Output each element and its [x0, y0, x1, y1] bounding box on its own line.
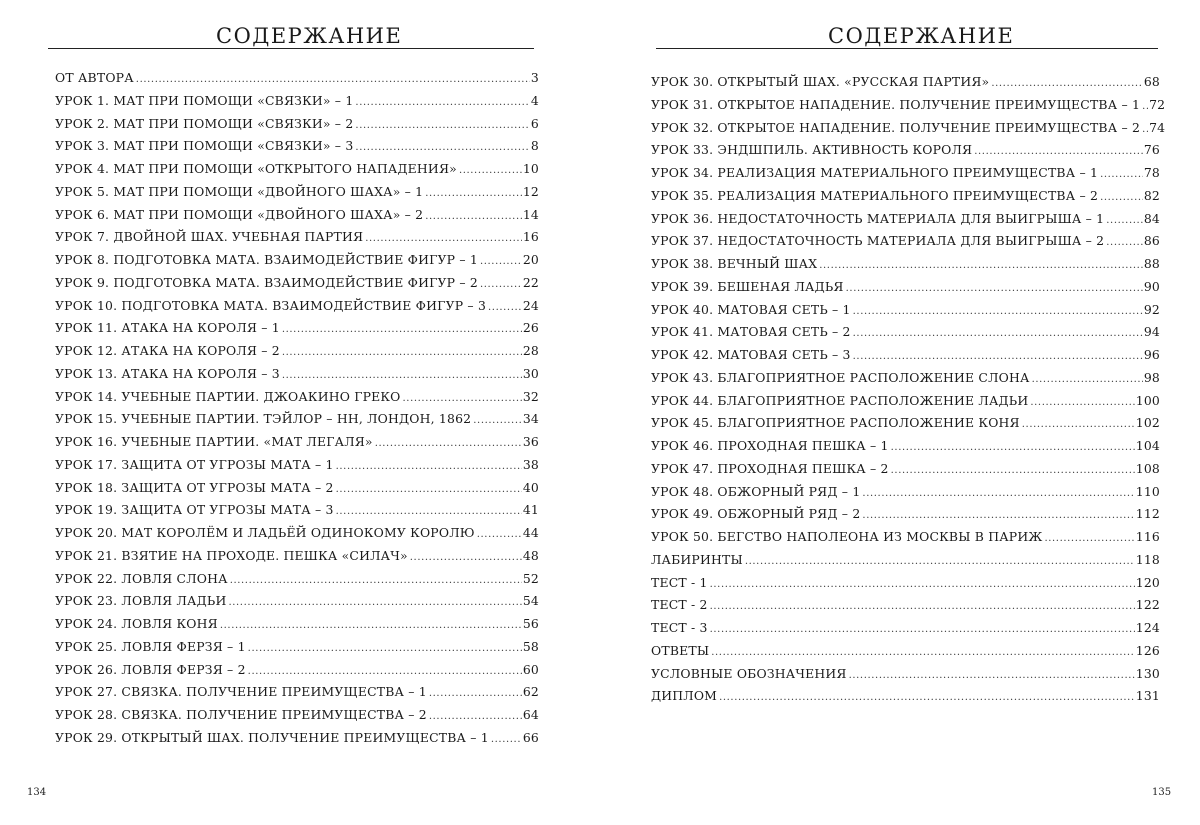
- dot-leader: [355, 142, 529, 153]
- toc-entry: [651, 484, 1160, 507]
- toc-entry-title: ОТ АВТОРА: [55, 70, 134, 85]
- toc-entry-title: УРОК 6. МАТ ПРИ ПОМОЩИ «ДВОЙНОГО ШАХА» – 2: [55, 206, 424, 222]
- toc-entry: [55, 320, 539, 343]
- dot-leader: [336, 461, 522, 472]
- toc-entry: [55, 343, 539, 366]
- toc-entry: [55, 116, 539, 139]
- page-title: СОДЕРЖАНИЕ: [828, 24, 1015, 48]
- toc-entry: [55, 70, 539, 93]
- toc-entry-title: УРОК 14. УЧЕБНЫЕ ПАРТИИ. ДЖОАКИНО ГРЕКО: [55, 388, 401, 404]
- dot-leader: [429, 711, 522, 722]
- toc-entry-page: 118: [1135, 551, 1160, 567]
- toc-entry-title: УРОК 45. БЛАГОПРИЯТНОЕ РАСПОЛОЖЕНИЕ КОНЯ: [651, 415, 1020, 431]
- toc-entry-page: 60: [522, 661, 539, 677]
- dot-leader: [1100, 192, 1143, 203]
- toc-entry: [651, 643, 1160, 666]
- toc-entry-title: УРОК 49. ОБЖОРНЫЙ РЯД – 2: [651, 506, 861, 522]
- toc-entry-title: УРОК 1. МАТ ПРИ ПОМОЩИ «СВЯЗКИ» – 1: [55, 92, 354, 108]
- toc-entry-title: УРОК 28. СВЯЗКА. ПОЛУЧЕНИЕ ПРЕИМУЩЕСТВА – 2: [55, 707, 427, 722]
- dot-leader: [480, 256, 522, 267]
- toc-entry-title: УРОК 12. АТАКА НА КОРОЛЯ – 2: [55, 343, 280, 358]
- toc-entry: [55, 366, 539, 389]
- dot-leader: [719, 692, 1135, 703]
- toc-entry-page: 108: [1135, 460, 1160, 476]
- toc-entry-title: УРОК 23. ЛОВЛЯ ЛАДЬИ: [55, 593, 227, 609]
- toc-entry-page: 130: [1135, 665, 1160, 681]
- dot-leader: [1030, 397, 1134, 408]
- dot-leader: [991, 78, 1143, 89]
- toc-entry-title: ТЕСТ - 1: [651, 574, 708, 590]
- toc-entry-page: 68: [1143, 74, 1160, 89]
- dot-leader: [1106, 215, 1143, 226]
- dot-leader: [711, 647, 1135, 658]
- toc-entry: [651, 347, 1160, 370]
- toc-entry-page: 12: [522, 183, 539, 199]
- toc-entry-page: 74: [1149, 119, 1166, 135]
- toc-entry-title: ОТВЕТЫ: [651, 642, 710, 658]
- title-divider: [48, 48, 534, 49]
- dot-leader: [1106, 237, 1143, 248]
- dot-leader: [710, 579, 1135, 590]
- dot-leader: [853, 351, 1143, 362]
- toc-entry: [651, 96, 1166, 120]
- toc-entry: [55, 161, 539, 184]
- toc-entry-title: УРОК 36. НЕДОСТАТОЧНОСТЬ МАТЕРИАЛА ДЛЯ ВЫИГРЫША – 1: [651, 210, 1105, 226]
- toc-entry: [651, 165, 1160, 188]
- toc-entry: [55, 138, 539, 161]
- toc-entry-title: УРОК 4. МАТ ПРИ ПОМОЩИ «ОТКРЫТОГО НАПАДЕНИЯ»: [55, 161, 457, 176]
- dot-leader: [477, 529, 522, 540]
- dot-leader: [336, 484, 522, 495]
- toc-entry-title: УРОК 22. ЛОВЛЯ СЛОНА: [55, 570, 228, 586]
- dot-leader: [1032, 374, 1143, 385]
- toc-entry: [651, 302, 1160, 325]
- toc-entry-page: 110: [1135, 483, 1160, 499]
- toc-entry-title: УРОК 41. МАТОВАЯ СЕТЬ – 2: [651, 324, 851, 340]
- toc-entry-title: УРОК 9. ПОДГОТОВКА МАТА. ВЗАИМОДЕЙСТВИЕ ФИГУР – 2: [55, 274, 478, 290]
- toc-entry-page: 30: [522, 365, 539, 381]
- dot-leader: [491, 734, 522, 745]
- toc-entry: [651, 575, 1160, 598]
- toc-entry: [651, 233, 1160, 256]
- toc-entry-title: ЛАБИРИНТЫ: [651, 551, 743, 567]
- toc-entry: [651, 415, 1160, 438]
- toc-entry: [651, 74, 1160, 97]
- toc-entry-page: 86: [1143, 233, 1160, 249]
- toc-entry-page: 66: [522, 729, 539, 745]
- toc-entry-title: УРОК 15. УЧЕБНЫЕ ПАРТИИ. ТЭЙЛОР – НН, ЛОНДОН, 1862: [55, 411, 472, 427]
- toc-entry-title: УРОК 37. НЕДОСТАТОЧНОСТЬ МАТЕРИАЛА ДЛЯ ВЫИГРЫША – 2: [651, 233, 1105, 249]
- dot-leader: [891, 465, 1135, 476]
- toc-entry-page: 10: [522, 161, 539, 176]
- toc-entry-title: УРОК 3. МАТ ПРИ ПОМОЩИ «СВЯЗКИ» – 3: [55, 138, 354, 154]
- toc-entry-title: УРОК 39. БЕШЕНАЯ ЛАДЬЯ: [651, 278, 844, 294]
- toc-entry: [55, 389, 539, 412]
- toc-entry: [55, 480, 539, 503]
- toc-entry-page: 32: [522, 388, 539, 404]
- toc-entry-page: 4: [530, 92, 539, 108]
- dot-leader: [282, 347, 522, 358]
- toc-entry: [55, 457, 539, 480]
- toc-entry: [55, 184, 539, 207]
- toc-entry-page: 64: [522, 707, 539, 722]
- dot-leader: [846, 283, 1143, 294]
- toc-entry-title: ДИПЛОМ: [651, 688, 718, 704]
- toc-entry-page: 58: [522, 638, 539, 654]
- toc-entry: [55, 502, 539, 525]
- toc-entry-title: УРОК 20. МАТ КОРОЛЁМ И ЛАДЬЁЙ ОДИНОКОМУ КОРОЛЮ: [55, 525, 475, 540]
- dot-leader: [891, 442, 1135, 453]
- toc-entry: [55, 93, 539, 116]
- table-of-contents: [651, 74, 1166, 711]
- toc-entry-title: УРОК 40. МАТОВАЯ СЕТЬ – 1: [651, 301, 851, 317]
- toc-entry-title: УСЛОВНЫЕ ОБОЗНАЧЕНИЯ: [651, 665, 847, 681]
- toc-entry-title: ТЕСТ - 2: [651, 597, 708, 613]
- toc-entry: [651, 688, 1160, 711]
- dot-leader: [1044, 533, 1134, 544]
- dot-leader: [853, 306, 1143, 317]
- toc-entry-title: УРОК 21. ВЗЯТИЕ НА ПРОХОДЕ. ПЕШКА «СИЛАЧ»: [55, 547, 408, 563]
- toc-entry-page: 54: [522, 593, 539, 609]
- dot-leader: [862, 488, 1134, 499]
- table-of-contents: [55, 70, 539, 753]
- toc-entry-title: УРОК 50. БЕГСТВО НАПОЛЕОНА ИЗ МОСКВЫ В ПАРИЖ: [651, 529, 1043, 544]
- toc-entry-title: УРОК 31. ОТКРЫТОЕ НАПАДЕНИЕ. ПОЛУЧЕНИЕ ПРЕИМУЩЕСТВА – 1: [651, 96, 1141, 112]
- toc-entry: [651, 620, 1160, 643]
- toc-entry-page: 28: [522, 343, 539, 358]
- dot-leader: [488, 302, 522, 313]
- page-number: 134: [27, 787, 47, 798]
- title-divider: [656, 48, 1158, 49]
- toc-entry: [651, 279, 1160, 302]
- toc-entry: [651, 256, 1160, 279]
- dot-leader: [248, 643, 522, 654]
- toc-entry-page: 26: [522, 320, 539, 336]
- dot-leader: [410, 552, 522, 563]
- toc-entry-title: УРОК 35. РЕАЛИЗАЦИЯ МАТЕРИАЛЬНОГО ПРЕИМУЩЕСТВА – 2: [651, 187, 1099, 203]
- toc-entry: [55, 411, 539, 434]
- toc-entry: [55, 616, 539, 639]
- dot-leader: [248, 666, 522, 677]
- toc-entry-title: УРОК 19. ЗАЩИТА ОТ УГРОЗЫ МАТА – 3: [55, 502, 334, 518]
- toc-entry-page: 104: [1135, 438, 1160, 453]
- toc-entry-page: 116: [1135, 529, 1160, 544]
- toc-entry-page: 6: [530, 115, 539, 131]
- toc-entry-title: УРОК 24. ЛОВЛЯ КОНЯ: [55, 616, 218, 631]
- toc-entry-page: 90: [1143, 278, 1160, 294]
- dot-leader: [710, 624, 1135, 635]
- toc-entry: [55, 525, 539, 548]
- toc-entry-title: УРОК 33. ЭНДШПИЛЬ. АКТИВНОСТЬ КОРОЛЯ: [651, 142, 973, 158]
- toc-entry-title: УРОК 5. МАТ ПРИ ПОМОЩИ «ДВОЙНОГО ШАХА» – 1: [55, 183, 424, 199]
- toc-entry-page: 36: [522, 434, 539, 449]
- dot-leader: [745, 556, 1135, 567]
- dot-leader: [862, 510, 1134, 521]
- toc-entry-title: УРОК 16. УЧЕБНЫЕ ПАРТИИ. «МАТ ЛЕГАЛЯ»: [55, 434, 373, 449]
- toc-entry-page: 3: [530, 70, 539, 85]
- dot-leader: [1022, 419, 1135, 430]
- toc-entry: [651, 597, 1160, 620]
- toc-entry: [651, 529, 1160, 552]
- toc-entry-page: 62: [522, 684, 539, 700]
- toc-entry-page: 131: [1135, 688, 1160, 704]
- toc-entry: [55, 229, 539, 252]
- page-title: СОДЕРЖАНИЕ: [216, 24, 403, 48]
- toc-entry-title: УРОК 10. ПОДГОТОВКА МАТА. ВЗАИМОДЕЙСТВИЕ ФИГУР – 3: [55, 297, 487, 313]
- toc-entry-page: 22: [522, 274, 539, 290]
- toc-entry-title: УРОК 11. АТАКА НА КОРОЛЯ – 1: [55, 320, 280, 336]
- toc-entry-page: 124: [1135, 620, 1160, 635]
- dot-leader: [480, 279, 522, 290]
- toc-entry-page: 44: [522, 525, 539, 540]
- toc-entry-page: 38: [522, 456, 539, 472]
- toc-entry: [55, 730, 539, 753]
- toc-entry-title: УРОК 32. ОТКРЫТОЕ НАПАДЕНИЕ. ПОЛУЧЕНИЕ ПРЕИМУЩЕСТВА – 2: [651, 119, 1141, 135]
- dot-leader: [459, 165, 522, 176]
- toc-entry-page: 52: [522, 570, 539, 586]
- toc-entry-page: 126: [1135, 642, 1160, 658]
- toc-entry-title: УРОК 2. МАТ ПРИ ПОМОЩИ «СВЯЗКИ» – 2: [55, 115, 354, 131]
- toc-entry-page: 41: [522, 502, 539, 518]
- dot-leader: [365, 233, 522, 244]
- toc-entry-page: 8: [530, 138, 539, 154]
- dot-leader: [819, 260, 1143, 271]
- toc-entry-page: 100: [1135, 392, 1160, 408]
- dot-leader: [429, 688, 522, 699]
- toc-entry-page: 14: [522, 206, 539, 222]
- toc-entry: [651, 666, 1160, 689]
- toc-entry-page: 78: [1143, 165, 1160, 180]
- toc-entry: [651, 438, 1160, 461]
- dot-leader: [282, 324, 522, 335]
- toc-entry-page: 40: [522, 479, 539, 495]
- dot-leader: [228, 597, 521, 608]
- toc-entry-page: 24: [522, 297, 539, 313]
- toc-entry-page: 98: [1143, 369, 1160, 385]
- dot-leader: [220, 620, 522, 631]
- dot-leader: [355, 120, 529, 131]
- toc-entry-page: 82: [1143, 187, 1160, 203]
- dot-leader: [473, 415, 522, 426]
- toc-entry-page: 112: [1135, 506, 1160, 522]
- toc-entry-title: УРОК 18. ЗАЩИТА ОТ УГРОЗЫ МАТА – 2: [55, 479, 334, 495]
- dot-leader: [425, 188, 522, 199]
- toc-entry: [55, 684, 539, 707]
- dot-leader: [375, 438, 522, 449]
- toc-entry-page: 92: [1143, 301, 1160, 317]
- right-page: [600, 0, 1200, 825]
- toc-entry-title: УРОК 47. ПРОХОДНАЯ ПЕШКА – 2: [651, 460, 889, 476]
- toc-entry: [55, 593, 539, 616]
- toc-entry-page: 48: [522, 547, 539, 563]
- toc-entry: [55, 707, 539, 730]
- dot-leader: [710, 601, 1135, 612]
- dot-leader: [355, 97, 529, 108]
- dot-leader: [136, 74, 530, 85]
- toc-entry-title: УРОК 34. РЕАЛИЗАЦИЯ МАТЕРИАЛЬНОГО ПРЕИМУЩЕСТВА – 1: [651, 165, 1099, 180]
- toc-entry-title: УРОК 44. БЛАГОПРИЯТНОЕ РАСПОЛОЖЕНИЕ ЛАДЬИ: [651, 392, 1029, 408]
- toc-entry-title: УРОК 17. ЗАЩИТА ОТ УГРОЗЫ МАТА – 1: [55, 456, 334, 472]
- toc-entry-page: 88: [1143, 256, 1160, 271]
- toc-entry: [651, 393, 1160, 416]
- toc-entry-page: 16: [522, 229, 539, 245]
- toc-entry: [651, 211, 1160, 234]
- dot-leader: [336, 506, 522, 517]
- toc-entry-page: 122: [1135, 597, 1160, 613]
- toc-entry-title: УРОК 48. ОБЖОРНЫЙ РЯД – 1: [651, 483, 861, 499]
- toc-entry: [651, 188, 1160, 211]
- toc-entry-title: УРОК 42. МАТОВАЯ СЕТЬ – 3: [651, 347, 851, 362]
- dot-leader: [974, 146, 1143, 157]
- toc-entry: [55, 207, 539, 230]
- toc-entry: [55, 434, 539, 457]
- dot-leader: [1100, 169, 1143, 180]
- toc-entry: [651, 506, 1160, 529]
- toc-entry: [651, 142, 1160, 165]
- toc-entry: [651, 119, 1166, 143]
- toc-entry: [55, 548, 539, 571]
- toc-entry: [55, 252, 539, 275]
- toc-entry-page: 56: [522, 616, 539, 631]
- toc-entry-page: 102: [1135, 415, 1160, 431]
- toc-entry-title: УРОК 30. ОТКРЫТЫЙ ШАХ. «РУССКАЯ ПАРТИЯ»: [651, 74, 990, 89]
- toc-entry-page: 94: [1143, 324, 1160, 340]
- page-number: 135: [1152, 787, 1172, 798]
- toc-entry-page: 72: [1149, 96, 1166, 112]
- toc-entry: [651, 461, 1160, 484]
- toc-entry: [55, 662, 539, 685]
- toc-entry-title: УРОК 13. АТАКА НА КОРОЛЯ – 3: [55, 365, 280, 381]
- toc-entry-page: 84: [1143, 210, 1160, 226]
- dot-leader: [403, 393, 522, 404]
- dot-leader: [425, 211, 522, 222]
- toc-entry: [651, 370, 1160, 393]
- toc-entry: [55, 639, 539, 662]
- toc-entry-title: УРОК 29. ОТКРЫТЫЙ ШАХ. ПОЛУЧЕНИЕ ПРЕИМУЩЕСТВА – 1: [55, 729, 489, 745]
- dot-leader: [853, 328, 1143, 339]
- toc-entry: [55, 275, 539, 298]
- toc-entry-title: ТЕСТ - 3: [651, 620, 708, 635]
- toc-entry-page: 120: [1135, 574, 1160, 590]
- toc-entry: [55, 571, 539, 594]
- toc-entry-page: 34: [522, 411, 539, 427]
- dot-leader: [230, 575, 522, 586]
- toc-entry: [651, 552, 1160, 575]
- toc-entry: [55, 298, 539, 321]
- dot-leader: [849, 670, 1135, 681]
- toc-entry-title: УРОК 8. ПОДГОТОВКА МАТА. ВЗАИМОДЕЙСТВИЕ ФИГУР – 1: [55, 252, 478, 267]
- toc-entry-title: УРОК 43. БЛАГОПРИЯТНОЕ РАСПОЛОЖЕНИЕ СЛОНА: [651, 369, 1030, 385]
- toc-entry-title: УРОК 27. СВЯЗКА. ПОЛУЧЕНИЕ ПРЕИМУЩЕСТВА – 1: [55, 684, 427, 700]
- toc-entry: [651, 324, 1160, 347]
- toc-entry-page: 20: [522, 252, 539, 267]
- dot-leader: [282, 370, 522, 381]
- toc-entry-page: 96: [1143, 347, 1160, 362]
- toc-entry-title: УРОК 25. ЛОВЛЯ ФЕРЗЯ – 1: [55, 638, 246, 654]
- toc-entry-title: УРОК 46. ПРОХОДНАЯ ПЕШКА – 1: [651, 438, 889, 453]
- toc-entry-title: УРОК 26. ЛОВЛЯ ФЕРЗЯ – 2: [55, 661, 246, 677]
- toc-entry-page: 76: [1143, 142, 1160, 158]
- toc-entry-title: УРОК 7. ДВОЙНОЙ ШАХ. УЧЕБНАЯ ПАРТИЯ: [55, 229, 364, 245]
- toc-entry-title: УРОК 38. ВЕЧНЫЙ ШАХ: [651, 256, 818, 271]
